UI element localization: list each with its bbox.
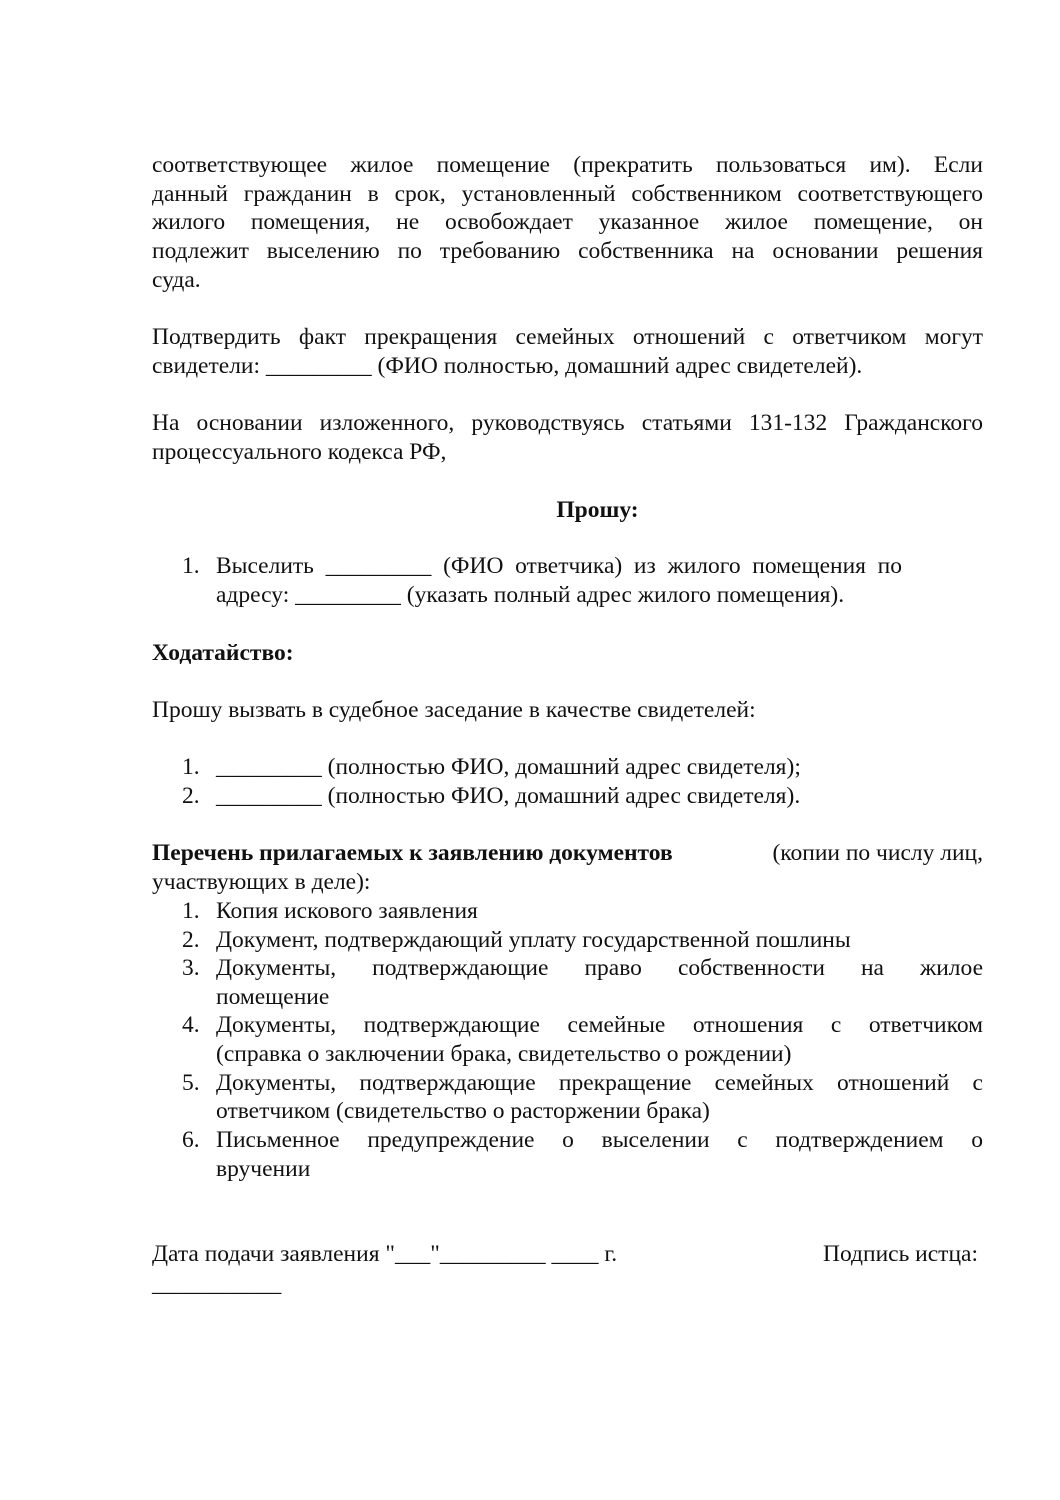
attachment-item: Документы, подтверждающие семейные отношения с ответчиком [216, 1012, 983, 1038]
paragraph-line: На основании изложенного, руководствуясь статьями 131-132 Гражданского [152, 410, 983, 436]
attachment-item: (справка о заключении брака, свидетельство о рождении) [216, 1041, 792, 1067]
list-item: Выселить _________ (ФИО ответчика) из жилого помещения по [216, 553, 902, 579]
witness-item: _________ (полностью ФИО, домашний адрес свидетеля); [216, 754, 801, 780]
list-number: 1. [182, 754, 200, 780]
motion-heading: Ходатайство: [152, 640, 294, 666]
signature-label: Подпись истца: [823, 1241, 978, 1267]
list-number: 1. [182, 553, 200, 579]
attachments-note: (копии по числу лиц, [772, 840, 983, 866]
motion-text: Прошу вызвать в судебное заседание в качестве свидетелей: [152, 697, 756, 723]
attachments-note: участвующих в деле): [152, 869, 371, 895]
witness-item: _________ (полностью ФИО, домашний адрес свидетеля). [216, 783, 801, 809]
attachment-item: Письменное предупреждение о выселении с подтверждением о [216, 1127, 983, 1153]
paragraph-line: суда. [152, 267, 201, 293]
list-item: адресу: _________ (указать полный адрес жилого помещения). [216, 582, 845, 608]
attachment-item: помещение [216, 984, 330, 1010]
attachment-item: Документы, подтверждающие право собственности на жилое [216, 955, 983, 981]
attachments-heading-line [152, 839, 983, 868]
attachments-heading: Перечень прилагаемых к заявлению документов [152, 840, 673, 866]
paragraph-line: Подтвердить факт прекращения семейных отношений с ответчиком могут [152, 324, 983, 350]
request-heading: Прошу: [556, 497, 639, 523]
list-number: 1. [182, 898, 200, 924]
attachment-item: ответчиком (свидетельство о расторжении брака) [216, 1098, 710, 1124]
paragraph-line: подлежит выселению по требованию собственника на основании решения [152, 238, 983, 264]
attachment-item: вручении [216, 1156, 311, 1182]
attachment-item: Документы, подтверждающие прекращение семейных отношений с [216, 1070, 983, 1096]
list-number: 5. [182, 1070, 200, 1096]
paragraph-line: данный гражданин в срок, установленный собственником соответствующего [152, 181, 983, 207]
list-number: 2. [182, 783, 200, 809]
list-number: 4. [182, 1012, 200, 1038]
paragraph-line: процессуального кодекса РФ, [152, 439, 447, 465]
paragraph-line: жилого помещения, не освобождает указанное жилое помещение, он [152, 209, 983, 235]
list-number: 3. [182, 955, 200, 981]
signature-line: ___________ [152, 1271, 282, 1297]
attachment-item: Документ, подтверждающий уплату государственной пошлины [216, 927, 851, 953]
date-field: Дата подачи заявления "___"_________ ____ г. [152, 1241, 618, 1267]
attachment-item: Копия искового заявления [216, 898, 478, 924]
paragraph-line: соответствующее жилое помещение (прекратить пользоваться им). Если [152, 152, 983, 178]
list-number: 6. [182, 1127, 200, 1153]
paragraph-line: свидетели: _________ (ФИО полностью, домашний адрес свидетелей). [152, 353, 863, 379]
list-number: 2. [182, 927, 200, 953]
